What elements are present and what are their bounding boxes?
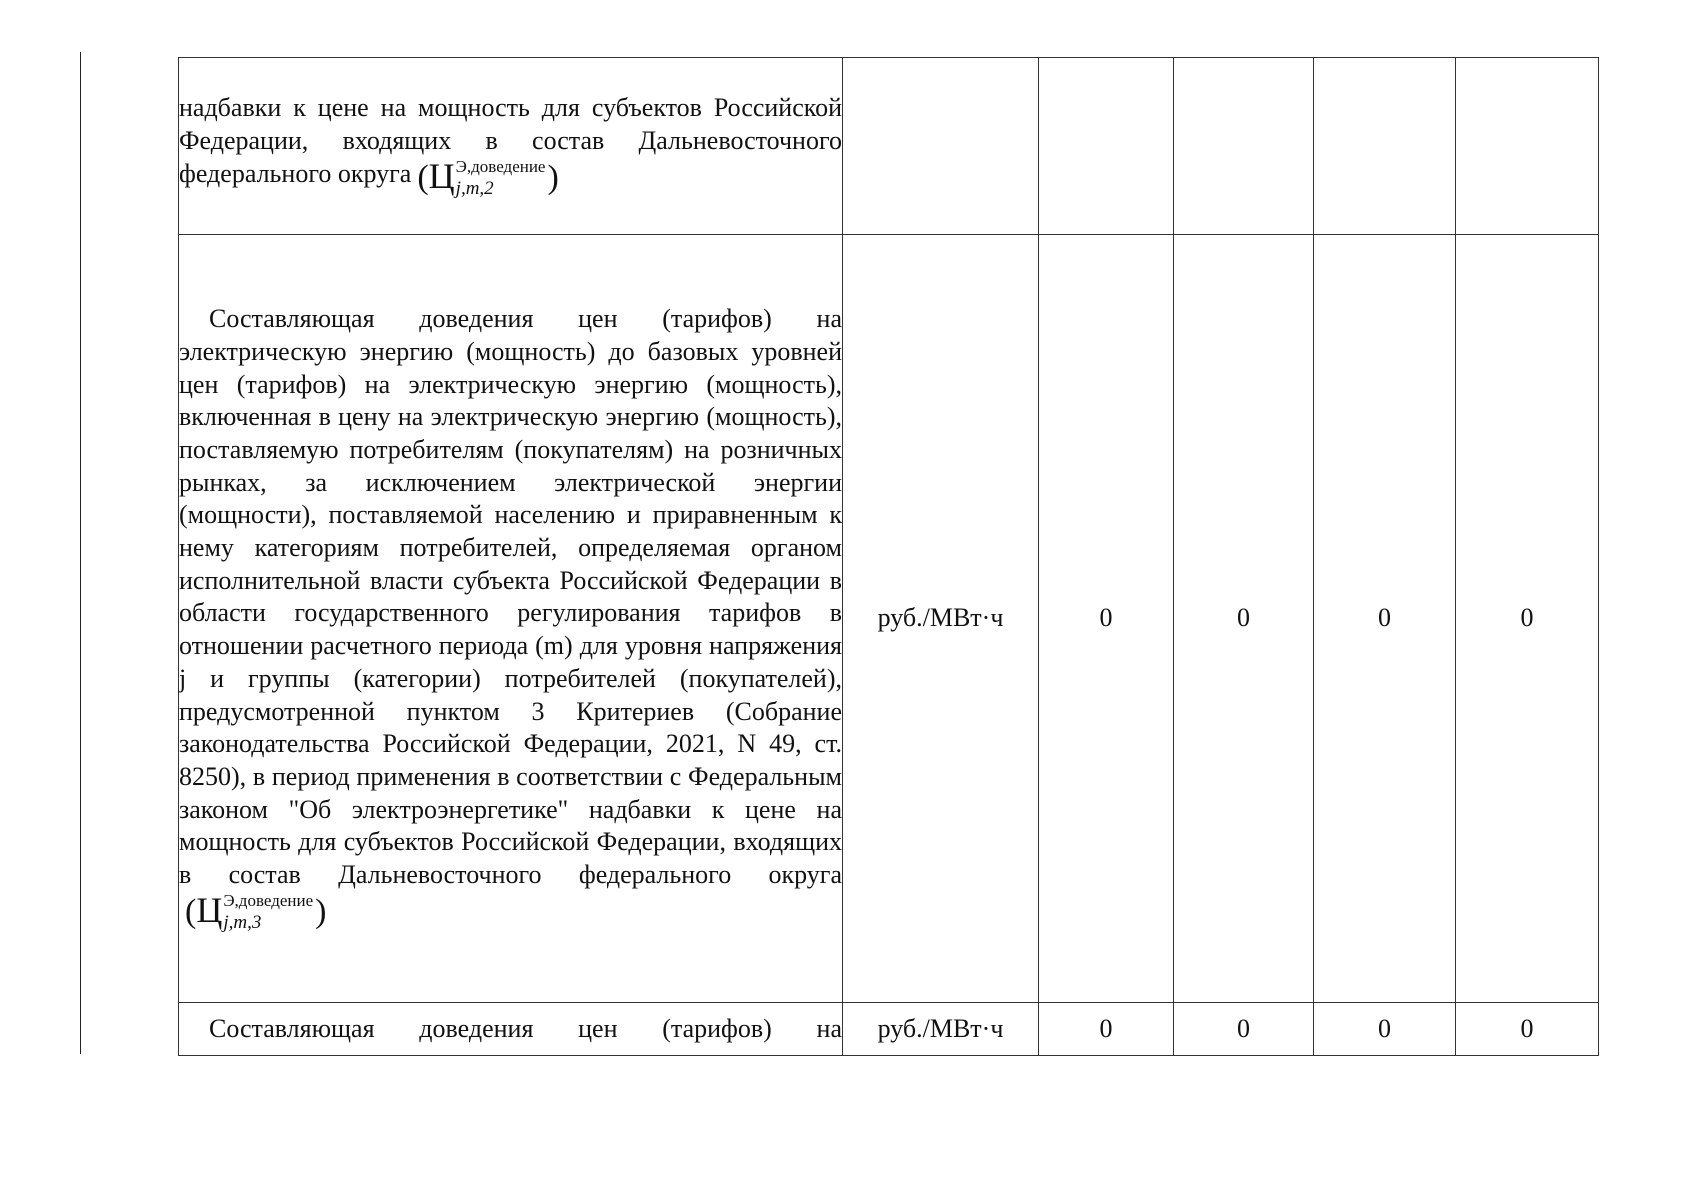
table-row [179,235,1599,1003]
value-cell [1039,58,1174,235]
value-cell: 0 [1314,1003,1456,1056]
table-row [179,58,1599,235]
value-cell: 0 [1039,235,1174,1003]
unit-cell [843,58,1039,235]
value-cell: 0 [1039,1003,1174,1056]
price-formula: (Ц Э,доведение j,m,2 ) [417,155,559,199]
value-cell: 0 [1456,235,1599,1003]
unit-cell: руб./МВт·ч [843,235,1039,1003]
value-cell: 0 [1456,1003,1599,1056]
unit-cell: руб./МВт·ч [843,1003,1039,1056]
value-cell [1314,58,1456,235]
row-description: Составляющая доведения цен (тарифов) на электрическую энергию (мощность) до базовых уровней цен (тарифов) на электрическую энергию (мощность), включенная в цену на электрическую энергию (мощность), поставляемую потребителям (покупателям) на розничных рынках, за исключением электрической энергии (мощности), поставляемой населению и приравненным к нему категориям потребителей, определяемая органом исполнительной власти субъекта Российской Федерации в области государственного регулирования тарифов в отношении расчетного периода (m) для уровня напряжения j и группы (категории) потребителей (покупателей), предусмотренной пунктом 3 Критериев (Собрание законодательства Российской Федерации, 2021, N 49, ст. 8250), в период применения в соответствии с Федеральным законом "Об электроэнергетике" надбавки к цене на мощность для субъектов Российской Федерации, входящих в состав Дальневосточного федерального округа [179,304,842,890]
value-cell: 0 [1174,1003,1314,1056]
price-formula: (Ц Э,доведение j,m,3 ) [185,889,327,933]
value-cell: 0 [1174,235,1314,1003]
value-cell: 0 [1314,235,1456,1003]
value-cell [1174,58,1314,235]
description-cell [179,1003,843,1056]
description-cell [179,235,843,1003]
value-cell [1456,58,1599,235]
table-row [179,1003,1599,1056]
tariff-table [178,57,1599,1056]
row-description: надбавки к цене на мощность для субъектов Российской Федерации, входящих в состав Дальневосточного федерального округа [179,93,842,188]
left-margin-rule [80,52,81,1054]
row-description: Составляющая доведения цен (тарифов) на [209,1013,842,1043]
description-cell [179,58,843,235]
